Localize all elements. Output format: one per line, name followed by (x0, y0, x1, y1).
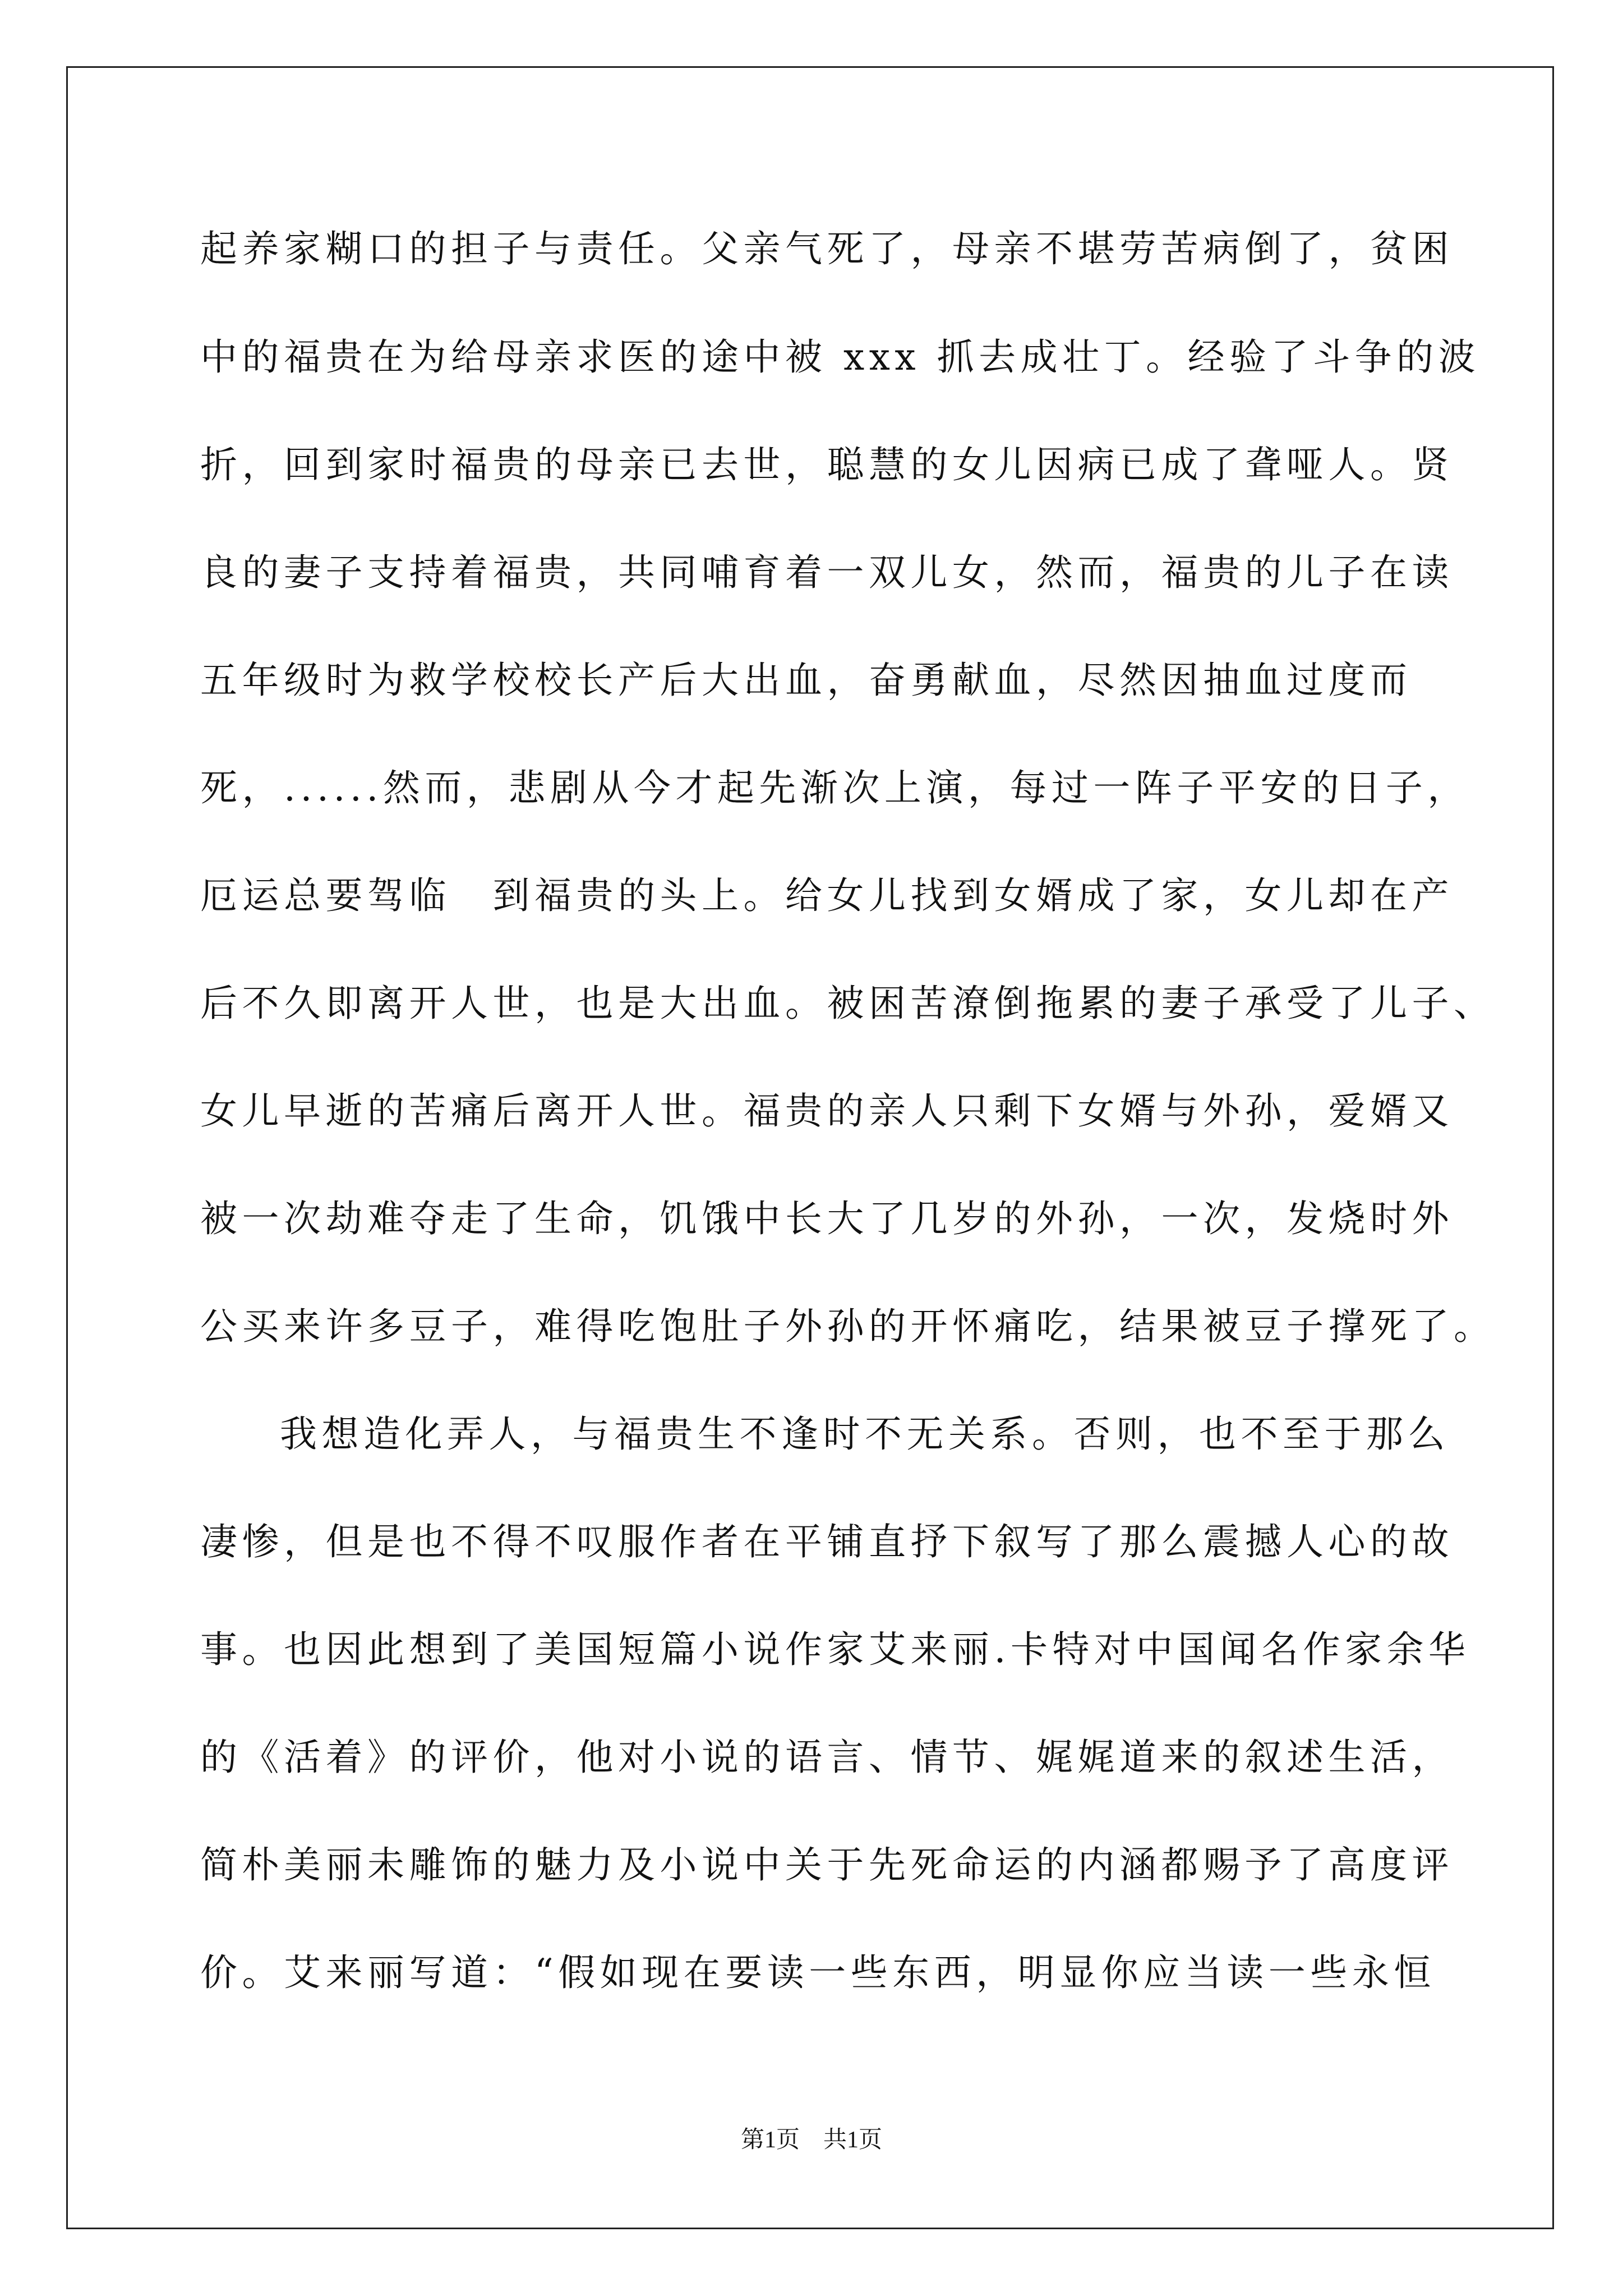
text-line: 事。也因此想到了美国短篇小说作家艾来丽.卡特对中国闻名作家余华 (200, 1628, 1470, 1671)
text-line: 简朴美丽未雕饰的魅力及小说中关于先死命运的内涵都赐予了高度评 (200, 1843, 1454, 1887)
page-footer: 第1页 共1页 (740, 2127, 882, 2153)
text-line: 女儿早逝的苦痛后离开人世。福贵的亲人只剩下女婿与外孙，爱婿又 (200, 1089, 1454, 1133)
paragraph-first-line: 我想造化弄人，与福贵生不逢时不无关系。否则，也不至于那么 (280, 1412, 1450, 1456)
text-line: 折，回到家时福贵的母亲已去世，聪慧的女儿因病已成了聋哑人。贤 (200, 443, 1454, 486)
text-line: 后不久即离开人世，也是大出血。被困苦潦倒拖累的妻子承受了儿子、 (200, 982, 1496, 1025)
text-line: 被一次劫难夺走了生命，饥饿中长大了几岁的外孙，一次，发烧时外 (200, 1197, 1454, 1240)
text-line: 起养家糊口的担子与责任。父亲气死了，母亲不堪劳苦病倒了，贫困 (200, 227, 1454, 270)
text-line: 中的福贵在为给母亲求医的途中被 xxx 抓去成壮丁。经验了斗争的波 (200, 335, 1481, 379)
text-line: 五年级时为救学校校长产后大出血，奋勇献血，尽然因抽血过度而 (200, 659, 1412, 702)
text-line: 厄运总要驾临 到福贵的头上。给女儿找到女婿成了家，女儿却在产 (200, 874, 1454, 917)
text-line: 良的妻子支持着福贵，共同哺育着一双儿女，然而，福贵的儿子在读 (200, 551, 1454, 594)
text-line: 公买来许多豆子，难得吃饱肚子外孙的开怀痛吃，结果被豆子撑死了。 (200, 1305, 1496, 1348)
text-line: 价。艾来丽写道：“假如现在要读一些东西，明显你应当读一些永恒 (200, 1951, 1436, 1994)
text-line: 凄惨，但是也不得不叹服作者在平铺直抒下叙写了那么震撼人心的故 (200, 1520, 1454, 1563)
text-line: 的《活着》的评价，他对小说的语言、情节、娓娓道来的叙述生活， (200, 1736, 1454, 1779)
page-border (66, 66, 1554, 2229)
text-line: 死，......然而，悲剧从今才起先渐次上演，每过一阵子平安的日子， (200, 766, 1469, 809)
